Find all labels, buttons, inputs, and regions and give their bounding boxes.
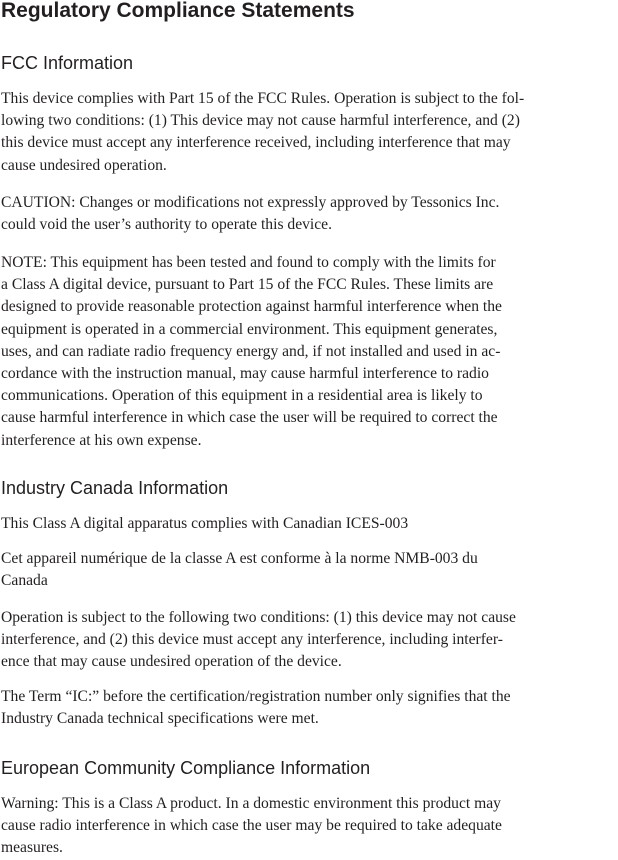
paragraph-line: equipment is operated in a commercial environment. This equipment generates,: [1, 320, 498, 338]
paragraph-line: cause radio interference in which case the user may be required to take adequate: [1, 817, 502, 835]
paragraph-line: The Term “IC:” before the certification/registration number only signifies that the: [1, 688, 511, 705]
ic-paragraph-ices: [1, 513, 408, 535]
paragraph-line: uses, and can radiate radio frequency energy and, if not installed and used in ac-: [1, 342, 501, 360]
paragraph-line: measures.: [1, 839, 63, 857]
ic-paragraph-term: [1, 686, 511, 730]
paragraph-line: CAUTION: Changes or modifications not expressly approved by Tessonics Inc.: [1, 194, 500, 211]
paragraph-line: cause undesired operation.: [1, 156, 167, 174]
paragraph-line: cause harmful interference in which case the user will be required to correct the: [1, 409, 498, 427]
ic-paragraph-french: [1, 548, 478, 592]
paragraph-line: Industry Canada technical specifications were met.: [1, 710, 319, 728]
paragraph-line: could void the user’s authority to operate this device.: [1, 216, 332, 234]
paragraph-line: This device complies with Part 15 of the FCC Rules. Operation is subject to the fol-: [1, 90, 525, 107]
section-heading-fcc: FCC Information: [1, 53, 134, 73]
fcc-paragraph-caution: [1, 192, 499, 236]
ec-paragraph-warning: [1, 793, 502, 860]
paragraph-line: Canada: [1, 572, 48, 590]
page-title: Regulatory Compliance Statements: [1, 0, 355, 22]
paragraph-line: Operation is subject to the following two conditions: (1) this device may not cause: [1, 609, 516, 626]
paragraph-line: interference at his own expense.: [1, 431, 202, 449]
paragraph-line: designed to provide reasonable protection against harmful interference when the: [1, 298, 502, 316]
paragraph-line: Warning: This is a Class A product. In a domestic environment this product may: [1, 795, 501, 812]
paragraph-line: lowing two conditions: (1) This device may not cause harmful interference, and (2): [1, 112, 520, 130]
fcc-paragraph-note: [1, 252, 502, 452]
section-heading-industry-canada: Industry Canada Information: [1, 478, 229, 498]
paragraph-line: ence that may cause undesired operation of the device.: [1, 653, 342, 671]
fcc-paragraph-compliance: [1, 88, 524, 177]
paragraph-line: cordance with the instruction manual, may cause harmful interference to radio: [1, 365, 489, 383]
paragraph-line: interference, and (2) this device must accept any interference, including interfer-: [1, 631, 503, 649]
paragraph-line: communications. Operation of this equipment in a residential area is likely to: [1, 387, 483, 405]
ic-paragraph-conditions: [1, 607, 516, 674]
paragraph-line: NOTE: This equipment has been tested and found to comply with the limits for: [1, 254, 496, 271]
paragraph-line: this device must accept any interference received, including interference that may: [1, 134, 511, 152]
paragraph-line: This Class A digital apparatus complies with Canadian ICES-003: [1, 515, 409, 532]
section-heading-european-community: European Community Compliance Information: [1, 758, 371, 778]
paragraph-line: a Class A digital device, pursuant to Part 15 of the FCC Rules. These limits are: [1, 276, 494, 294]
paragraph-line: Cet appareil numérique de la classe A est conforme à la norme NMB-003 du: [1, 550, 478, 567]
